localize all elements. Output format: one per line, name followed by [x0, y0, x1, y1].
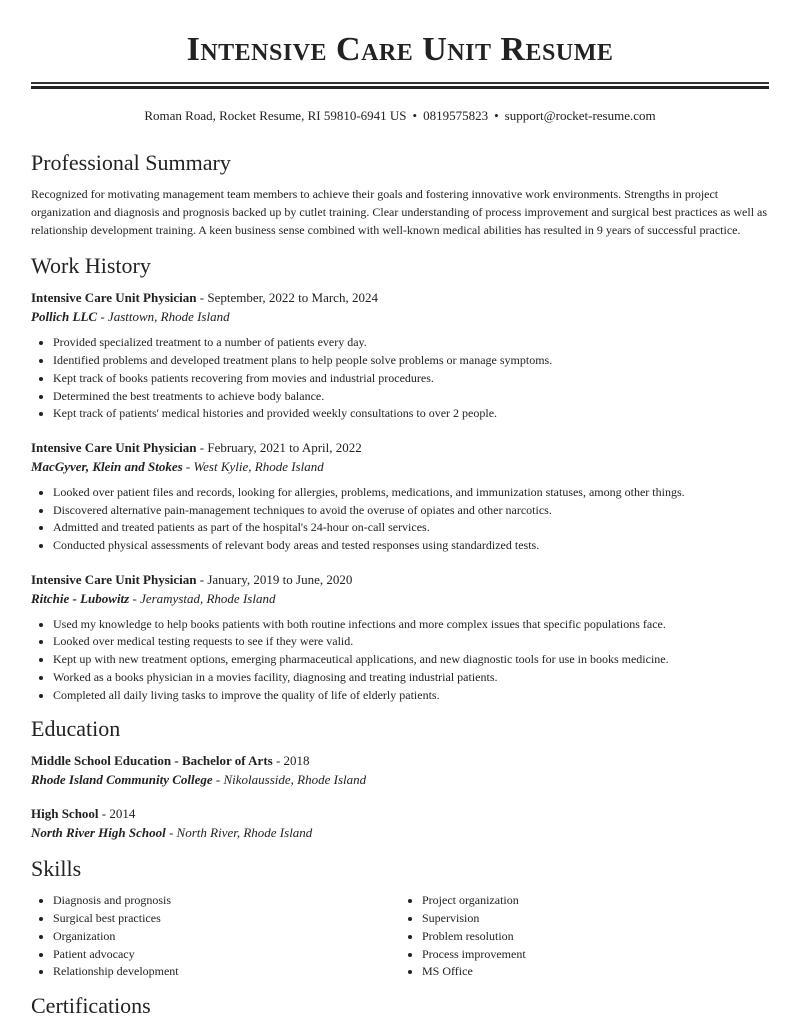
certifications-heading: Certifications [31, 993, 151, 1019]
list-item: • Discovered alternative pain-management techniques to avoid the overuse of opiates and other narcotics. [53, 502, 769, 520]
education-heading: Education [31, 716, 121, 742]
list-item: • Completed all daily living tasks to improve the quality of life of elderly patients. [53, 687, 769, 705]
list-item: • Project organization [422, 892, 769, 910]
job-entry [31, 289, 769, 423]
degree-name: Middle School Education - Bachelor of Arts [31, 753, 273, 769]
contact-line [31, 107, 769, 129]
graduation-year: - 2014 [98, 806, 136, 822]
employer-name: Pollich LLC [31, 309, 98, 325]
job-title: Intensive Care Unit Physician [31, 571, 197, 587]
job-duties [31, 334, 769, 423]
contact-separator: • [494, 108, 499, 123]
education-school [31, 824, 769, 842]
skills-heading: Skills [31, 856, 82, 882]
job-header [31, 571, 769, 589]
job-dates: - September, 2022 to March, 2024 [196, 290, 378, 306]
education-school [31, 771, 769, 789]
job-duties [31, 616, 769, 705]
list-item: • Diagnosis and prognosis [53, 892, 400, 910]
job-entry [31, 439, 769, 555]
contact-phone: 0819575823 [423, 108, 489, 123]
list-item: • Supervision [422, 910, 769, 928]
education-header [31, 805, 769, 823]
job-employer [31, 458, 769, 476]
list-item: • Provided specialized treatment to a number of patients every day. [53, 334, 769, 352]
list-item: • Admitted and treated patients as part of the hospital's 24-hour on-call services. [53, 519, 769, 537]
graduation-year: - 2018 [272, 753, 310, 769]
list-item: • Surgical best practices [53, 910, 400, 928]
job-title: Intensive Care Unit Physician [31, 290, 197, 306]
school-location: - Nikolausside, Rhode Island [212, 772, 367, 788]
job-entry [31, 571, 769, 705]
employer-location: - Jasttown, Rhode Island [97, 309, 230, 325]
resume-title: Intensive Care Unit Resume [186, 31, 614, 68]
contact-separator: • [412, 108, 418, 123]
job-duties [31, 484, 769, 555]
school-name: North River High School [31, 825, 166, 841]
school-location: - North River, Rhode Island [165, 825, 313, 841]
employer-location: - West Kylie, Rhode Island [182, 458, 324, 474]
education-entry [31, 805, 769, 842]
list-item: • Problem resolution [422, 928, 769, 946]
list-item: • Conducted physical assessments of relevant body areas and tested responses using standardized tests. [53, 537, 769, 555]
title-divider-thin [31, 82, 769, 84]
job-header [31, 289, 769, 307]
title-divider-thick [31, 86, 769, 89]
list-item: • MS Office [422, 963, 769, 981]
list-item: • Looked over medical testing requests to see if they were valid. [53, 633, 769, 651]
skills-column-left [31, 892, 400, 981]
list-item: • Used my knowledge to help books patients with both routine infections and more complex issues that specific populations face. [53, 616, 769, 634]
degree-name: High School [31, 806, 99, 822]
employer-name: Ritchie - Lubowitz [31, 590, 130, 606]
job-header [31, 439, 769, 457]
contact-address: Roman Road, Rocket Resume, RI 59810-6941 US [144, 108, 407, 123]
employer-name: MacGyver, Klein and Stokes [31, 458, 183, 474]
job-employer [31, 308, 769, 326]
job-title: Intensive Care Unit Physician [31, 439, 197, 455]
list-item: • Worked as a books physician in a movies facility, diagnosing and treating industrial patients. [53, 669, 769, 687]
contact-email: support@rocket-resume.com [504, 108, 656, 123]
list-item: • Kept track of books patients recovering from movies and industrial procedures. [53, 370, 769, 388]
list-item: • Looked over patient files and records, looking for allergies, problems, medications, and immunization statuses, among other things. [53, 484, 769, 502]
summary-text: Recognized for motivating management team members to achieve their goals and fostering innovative work environments. Strengths in project organization and diagnosis and prognosis backed up by cutlet training. Clear understanding of process improvement and surgical best practices as well as relationship development training. A keen business sense combined with well-known medical abilities has resulted in 9 years of successful practice. [31, 187, 768, 237]
work-history-heading: Work History [31, 253, 151, 279]
job-dates: - February, 2021 to April, 2022 [196, 439, 362, 455]
list-item: • Kept up with new treatment options, emerging pharmaceutical applications, and new diagnostic tools for use in books medicine. [53, 651, 769, 669]
job-employer [31, 590, 769, 608]
school-name: Rhode Island Community College [31, 772, 213, 788]
job-dates: - January, 2019 to June, 2020 [196, 571, 353, 587]
education-header [31, 752, 769, 770]
list-item: • Kept track of patients' medical histories and provided weekly consultations to over 2 people. [53, 405, 769, 423]
employer-location: - Jeramystad, Rhode Island [129, 590, 276, 606]
list-item: • Patient advocacy [53, 946, 400, 964]
list-item: • Determined the best treatments to achieve body balance. [53, 388, 769, 406]
list-item: • Relationship development [53, 963, 400, 981]
education-entry [31, 752, 769, 789]
list-item: • Process improvement [422, 946, 769, 964]
list-item: • Identified problems and developed treatment plans to help people solve problems or manage symptoms. [53, 352, 769, 370]
skills-column-right [400, 892, 769, 981]
summary-heading: Professional Summary [31, 150, 231, 175]
list-item: • Organization [53, 928, 400, 946]
skills-list [31, 892, 769, 981]
